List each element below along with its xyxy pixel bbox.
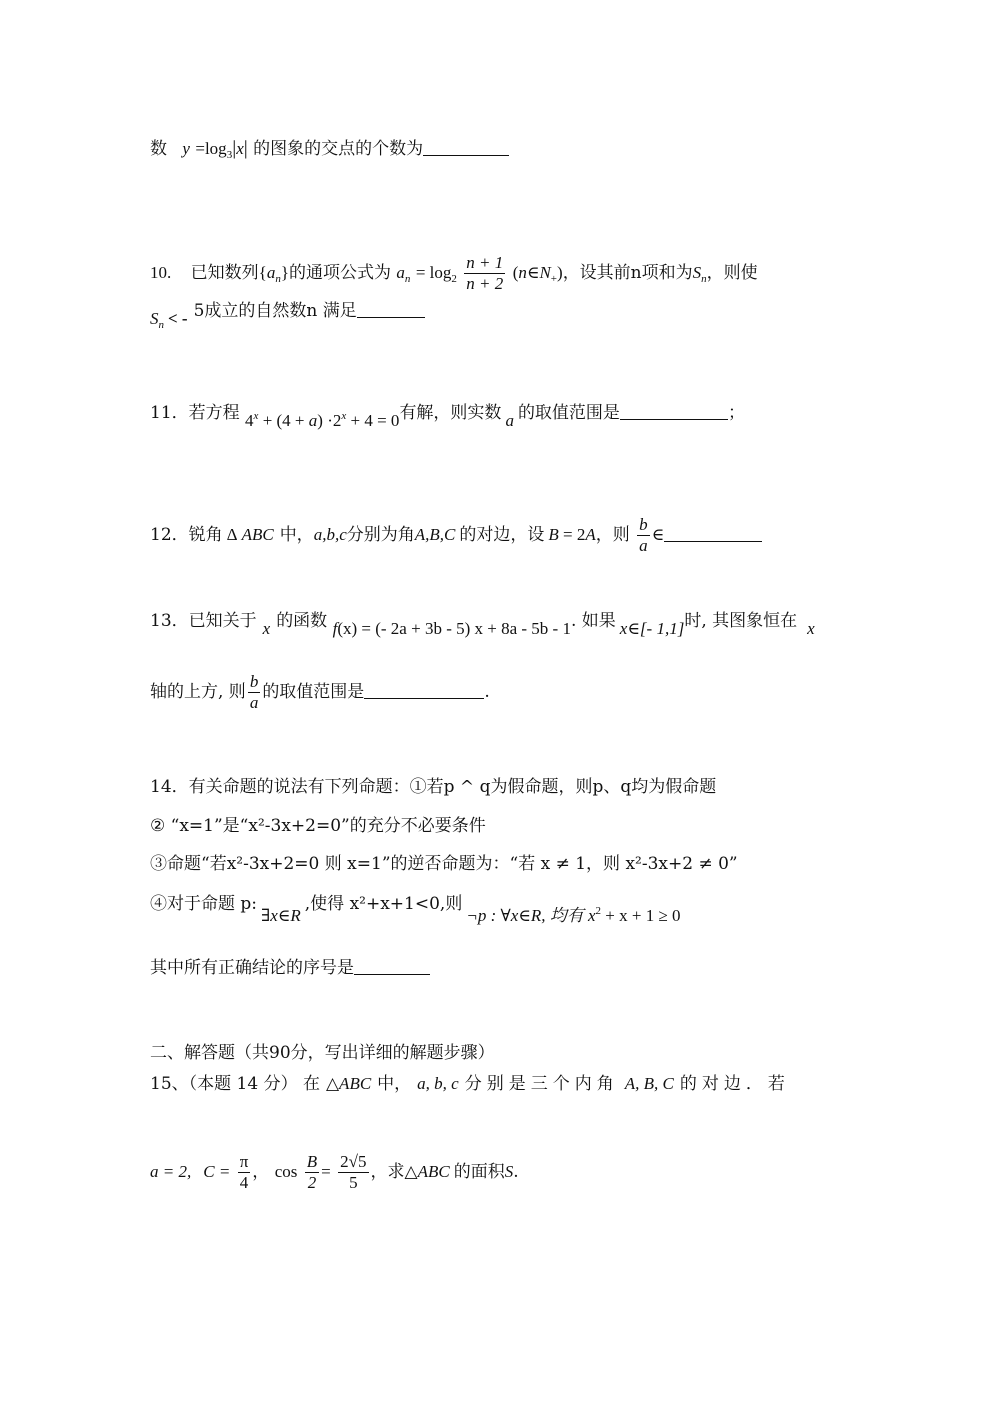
math-base: 2 [451,273,457,285]
text: 中， [377,1074,412,1094]
text: 5成立的自然数n 满足 [193,301,357,321]
answer-blank [620,405,728,420]
fraction [464,253,505,294]
numerator: b [249,672,259,691]
math-ABC: ABC [241,525,274,544]
math-lt: < - [168,309,188,328]
math-eq: = 2 [558,525,586,544]
text: . [513,1162,519,1182]
math-eq: = [321,1162,331,1181]
text: 分别为角 [346,525,415,545]
math-A: A [585,525,596,544]
math-cos: cos [274,1162,298,1181]
question-10: 10. 已知数列$\{a_n\}$的通项公式为 $a_n = \log_2$ $\frac{n + 1}{n + 2}$ $(n\in N_+)$，设其前n项和为$S_n$，则使 [150,253,758,293]
text: 15、（本题 14 分） 在 [150,1074,320,1094]
math-sub: n [158,319,164,331]
denominator: a [639,536,648,555]
math-tri: △ABC [325,1074,372,1093]
text: 分别是三个内角 [464,1074,619,1094]
question-14-line1 [150,779,716,796]
math-a: a [308,411,318,430]
denominator: 2 [307,1173,317,1192]
text: 的通项公式为 [289,263,391,283]
math-4: 4 [245,411,254,430]
fraction [637,515,650,556]
math-C: C = [203,1162,231,1181]
math-log: log [204,139,227,158]
question-14-line4 [150,894,681,925]
abs-bar: | [232,137,237,159]
math-a: a [505,411,514,430]
question-14-line5 [150,960,430,977]
q9-continuation [150,138,509,161]
question-number: 13．已知关于 [150,611,257,631]
text: 数 [150,139,167,159]
text: ，则 [595,525,630,545]
math-ABC: A,B,C [414,525,456,544]
math-sub: n [701,273,707,285]
math-exists: ∃x∈R [261,906,301,925]
math-sup: x [341,410,347,422]
math-expr: + 4 = 0 [346,411,400,430]
fraction [305,1152,319,1193]
denominator: 5 [349,1173,358,1192]
numerator: B [306,1152,318,1171]
math-sub: n [275,273,281,285]
section-title: 二、解答题（共90分，写出详细的解题步骤） [150,1043,495,1063]
question-12 [150,515,762,556]
math-x: x [236,139,244,158]
text: ，求 [370,1162,405,1182]
question-14-line3 [150,856,738,873]
math-sub: + [550,273,558,285]
math-in: ∈ [526,263,540,282]
question-number: 11．若方程 [150,403,240,423]
math-sup: 2 [595,905,602,917]
question-15-line1 [150,1075,790,1093]
math-ABC: A, B, C [624,1074,674,1093]
text: 中， [279,525,314,545]
question-13 [150,611,815,638]
section-2-title [150,1045,495,1062]
numerator: π [239,1152,249,1171]
math-a: a = 2, [150,1162,192,1181]
text: 14．有关命题的说法有下列命题：①若p ^ q为假命题，则p、q均为假命题 [150,777,717,797]
question-15-line2 [150,1152,519,1193]
fraction [238,1152,251,1193]
math-S: S [150,309,159,328]
text: 已知数列 [190,263,259,283]
answer-blank [664,527,762,542]
denominator: a [249,693,259,712]
question-number: 12．锐角 [150,525,223,545]
abs-bar: | [243,137,248,159]
fraction [248,672,261,713]
answer-blank [364,684,484,699]
math-forall: ¬p : ∀x∈R, 均有 x [466,906,596,925]
math-sup: x [253,410,259,422]
question-14-line2 [150,818,486,835]
math-S: S [504,1162,514,1181]
math-y: y [182,139,190,158]
math-cond: x∈[- 1,1] [619,619,685,638]
answer-blank [357,303,425,318]
math-f: f [332,619,338,638]
math-S: S [692,263,702,282]
text: ； [727,403,745,423]
math-expr: + (4 + [258,411,309,430]
text: . 如果 [570,611,616,631]
text: ，设其前n项和为 [562,263,693,283]
text: 的取值范围是 [517,403,620,423]
text: 的函数 [276,611,328,631]
math-eq: = [195,139,205,158]
numerator: n + 1 [466,253,504,272]
text: 轴的上方, 则 [150,682,246,702]
numerator: 2√5 [340,1152,367,1171]
text: 的面积 [453,1162,505,1182]
answer-blank [423,141,509,156]
text: 有解，则实数 [399,403,502,423]
text: 的对边．若 [679,1074,790,1094]
math-delta: Δ [226,525,238,544]
math-x: x [262,619,271,638]
question-13-line2 [150,672,490,713]
math-tri: △ABC [404,1162,450,1181]
math-abc: a,b,c [313,525,347,544]
question-11 [150,403,745,430]
math-log: log [429,263,452,282]
text: 的图象的交点的个数为 [253,139,424,159]
denominator: 4 [239,1173,249,1192]
text: ② “x=1”是“x²-3x+2=0”的充分不必要条件 [150,816,486,836]
text: 的对边，设 [459,525,545,545]
numerator: b [639,515,648,534]
math-base: 3 [226,149,233,161]
math-expr: ) ·2 [317,411,342,430]
answer-blank [354,960,430,975]
question-number: 10. [150,263,172,282]
math-a: a [266,263,276,282]
equation [245,411,399,430]
math-expr: + x + 1 ≥ 0 [601,906,681,925]
fraction [338,1152,368,1193]
text: ,使得 x²+x+1<0,则 [304,894,463,914]
text: . [484,682,490,702]
text: ， [252,1162,270,1182]
text: ，则使 [706,263,758,283]
math-N: N [539,263,551,282]
math-a: a [396,263,405,282]
text: ③命题“若x²-3x+2=0 则 x=1”的逆否命题为：“若 x ≠ 1，则 x²-3x+2 ≠ 0” [150,854,738,874]
math-B: B [548,525,559,544]
denominator: n + 2 [466,274,504,293]
math-abc: a, b, c [417,1074,459,1093]
math-n: n [518,263,527,282]
text: 的取值范围是 [262,682,365,702]
text: 时, 其图象恒在 [684,611,798,631]
math-sub: n [404,273,411,285]
question-10-line2 [150,301,425,331]
text: ④对于命题 p: [150,894,258,914]
math-expr: (x) = (- 2a + 3b - 5) x + 8a - 5b - 1 [337,619,571,638]
math-x: x [807,619,815,638]
text: 其中所有正确结论的序号是 [150,958,354,978]
math-in: ∈ [651,525,665,544]
